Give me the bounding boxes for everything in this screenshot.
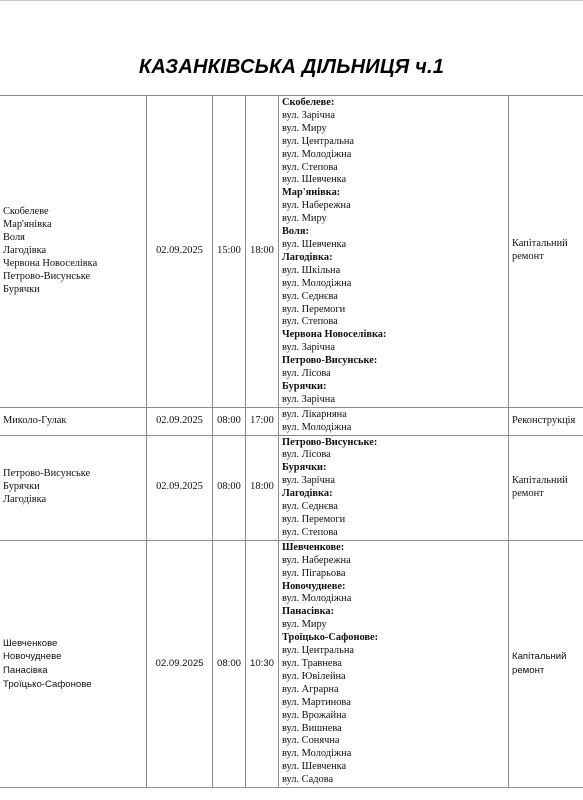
settlement-heading: Петрово-Висунське: [282,436,378,448]
street-name: вул. Зарічна [282,393,335,405]
villages-cell [0,540,147,787]
date-cell: 02.09.2025 [147,435,213,540]
start-time-cell: 08:00 [213,540,246,787]
village-name: Мар'янівка [3,219,52,231]
settlement-heading: Мар'янівка: [282,187,341,199]
street-name: вул. Аграрна [282,683,339,695]
village-name: Миколо-Гулак [3,414,67,426]
settlement-heading: Бурячки: [282,380,327,392]
start-time-cell: 15:00 [213,96,246,408]
village-name: Шевченкове [3,637,58,649]
streets-cell [279,435,509,540]
settlement-heading: Лагодівка: [282,251,333,263]
village-name: Бурячки [3,283,40,295]
street-name: вул. Молодіжна [282,148,352,160]
settlement-heading: Новочудневе: [282,580,346,592]
work-type-cell: Капітальний ремонт [509,96,583,408]
table-row [0,540,583,787]
table-row [0,435,583,540]
village-name: Бурячки [3,481,40,493]
villages-cell [0,435,147,540]
settlement-heading: Червона Новоселівка: [282,329,387,341]
street-name: вул. Ювілейна [282,670,346,682]
street-name: вул. Центральна [282,645,355,657]
date-cell: 02.09.2025 [147,407,213,435]
street-name: вул. Садова [282,774,334,786]
outage-schedule-table [0,95,583,788]
street-name: вул. Врожайна [282,709,347,721]
villages-cell [0,96,147,408]
work-type-cell: Капітальний ремонт [509,540,583,787]
streets-cell [279,407,509,435]
villages-cell [0,407,147,435]
settlement-heading: Петрово-Висунське: [282,355,378,367]
work-type-cell: Реконструкція [509,407,583,435]
street-name: вул. Центральна [282,135,355,147]
street-name: вул. Молодіжна [282,748,352,760]
document-title: КАЗАНКІВСЬКА ДІЛЬНИЦЯ ч.1 [138,56,445,78]
start-time-cell: 08:00 [213,407,246,435]
street-name: вул. Лісова [282,368,331,380]
street-name: вул. Степова [282,526,338,538]
date-cell: 02.09.2025 [147,96,213,408]
village-name: Скобелеве [3,206,49,218]
street-name: вул. Молодіжна [282,593,352,605]
village-name: Новочудневе [3,651,62,663]
settlement-heading: Скобелеве: [282,97,335,108]
street-name: вул. Зарічна [282,109,335,121]
street-name: вул. Шкільна [282,264,341,276]
street-name: вул. Степова [282,161,338,173]
street-name: вул. Лісова [282,449,331,461]
page-top-border [0,0,583,1]
street-name: вул. Миру [282,213,327,225]
street-name: вул. Молодіжна [282,421,352,433]
street-name: вул. Шевченка [282,238,347,250]
street-name: вул. Пігарьова [282,567,346,579]
village-name: Петрово-Висунське [3,270,91,282]
street-name: вул. Вишнева [282,722,342,734]
settlement-heading: Бурячки: [282,462,327,474]
settlement-heading: Воля: [282,226,309,238]
street-name: вул. Миру [282,122,327,134]
street-name: вул. Седнєва [282,501,338,513]
village-name: Лагодівка [3,244,47,256]
village-name: Воля [3,232,25,244]
end-time-cell: 10:30 [246,540,279,787]
end-time-cell: 17:00 [246,407,279,435]
street-name: вул. Зарічна [282,342,335,354]
street-name: вул. Мартинова [282,696,351,708]
settlement-heading: Шевченкове: [282,541,345,553]
street-name: вул. Седнєва [282,290,338,302]
street-name: вул. Зарічна [282,475,335,487]
end-time-cell: 18:00 [246,96,279,408]
table-row [0,407,583,435]
street-name: вул. Шевченка [282,174,347,186]
street-name: вул. Лікарняна [282,408,347,420]
start-time-cell: 08:00 [213,435,246,540]
streets-cell [279,540,509,787]
street-name: вул. Набережна [282,554,351,566]
village-name: Червона Новоселівка [3,257,98,269]
village-name: Лагодівка [3,494,47,506]
street-name: вул. Перемоги [282,303,346,315]
street-name: вул. Молодіжна [282,277,352,289]
village-name: Панасівка [3,664,48,676]
village-name: Троїцько-Сафонове [3,678,92,690]
street-name: вул. Перемоги [282,514,346,525]
street-name: вул. Миру [282,619,327,631]
settlement-heading: Троїцько-Сафонове: [282,632,379,644]
table-row [0,96,583,408]
date-cell: 02.09.2025 [147,540,213,787]
street-name: вул. Сонячна [282,735,340,747]
settlement-heading: Панасівка: [282,606,335,618]
village-name: Петрово-Висунське [3,468,91,480]
street-name: вул. Шевченка [282,761,347,773]
streets-cell [279,96,509,408]
settlement-heading: Лагодівка: [282,488,333,500]
work-type-cell: Капітальний ремонт [509,435,583,540]
end-time-cell: 18:00 [246,435,279,540]
street-name: вул. Травнева [282,657,342,669]
street-name: вул. Набережна [282,200,351,212]
street-name: вул. Степова [282,316,338,328]
